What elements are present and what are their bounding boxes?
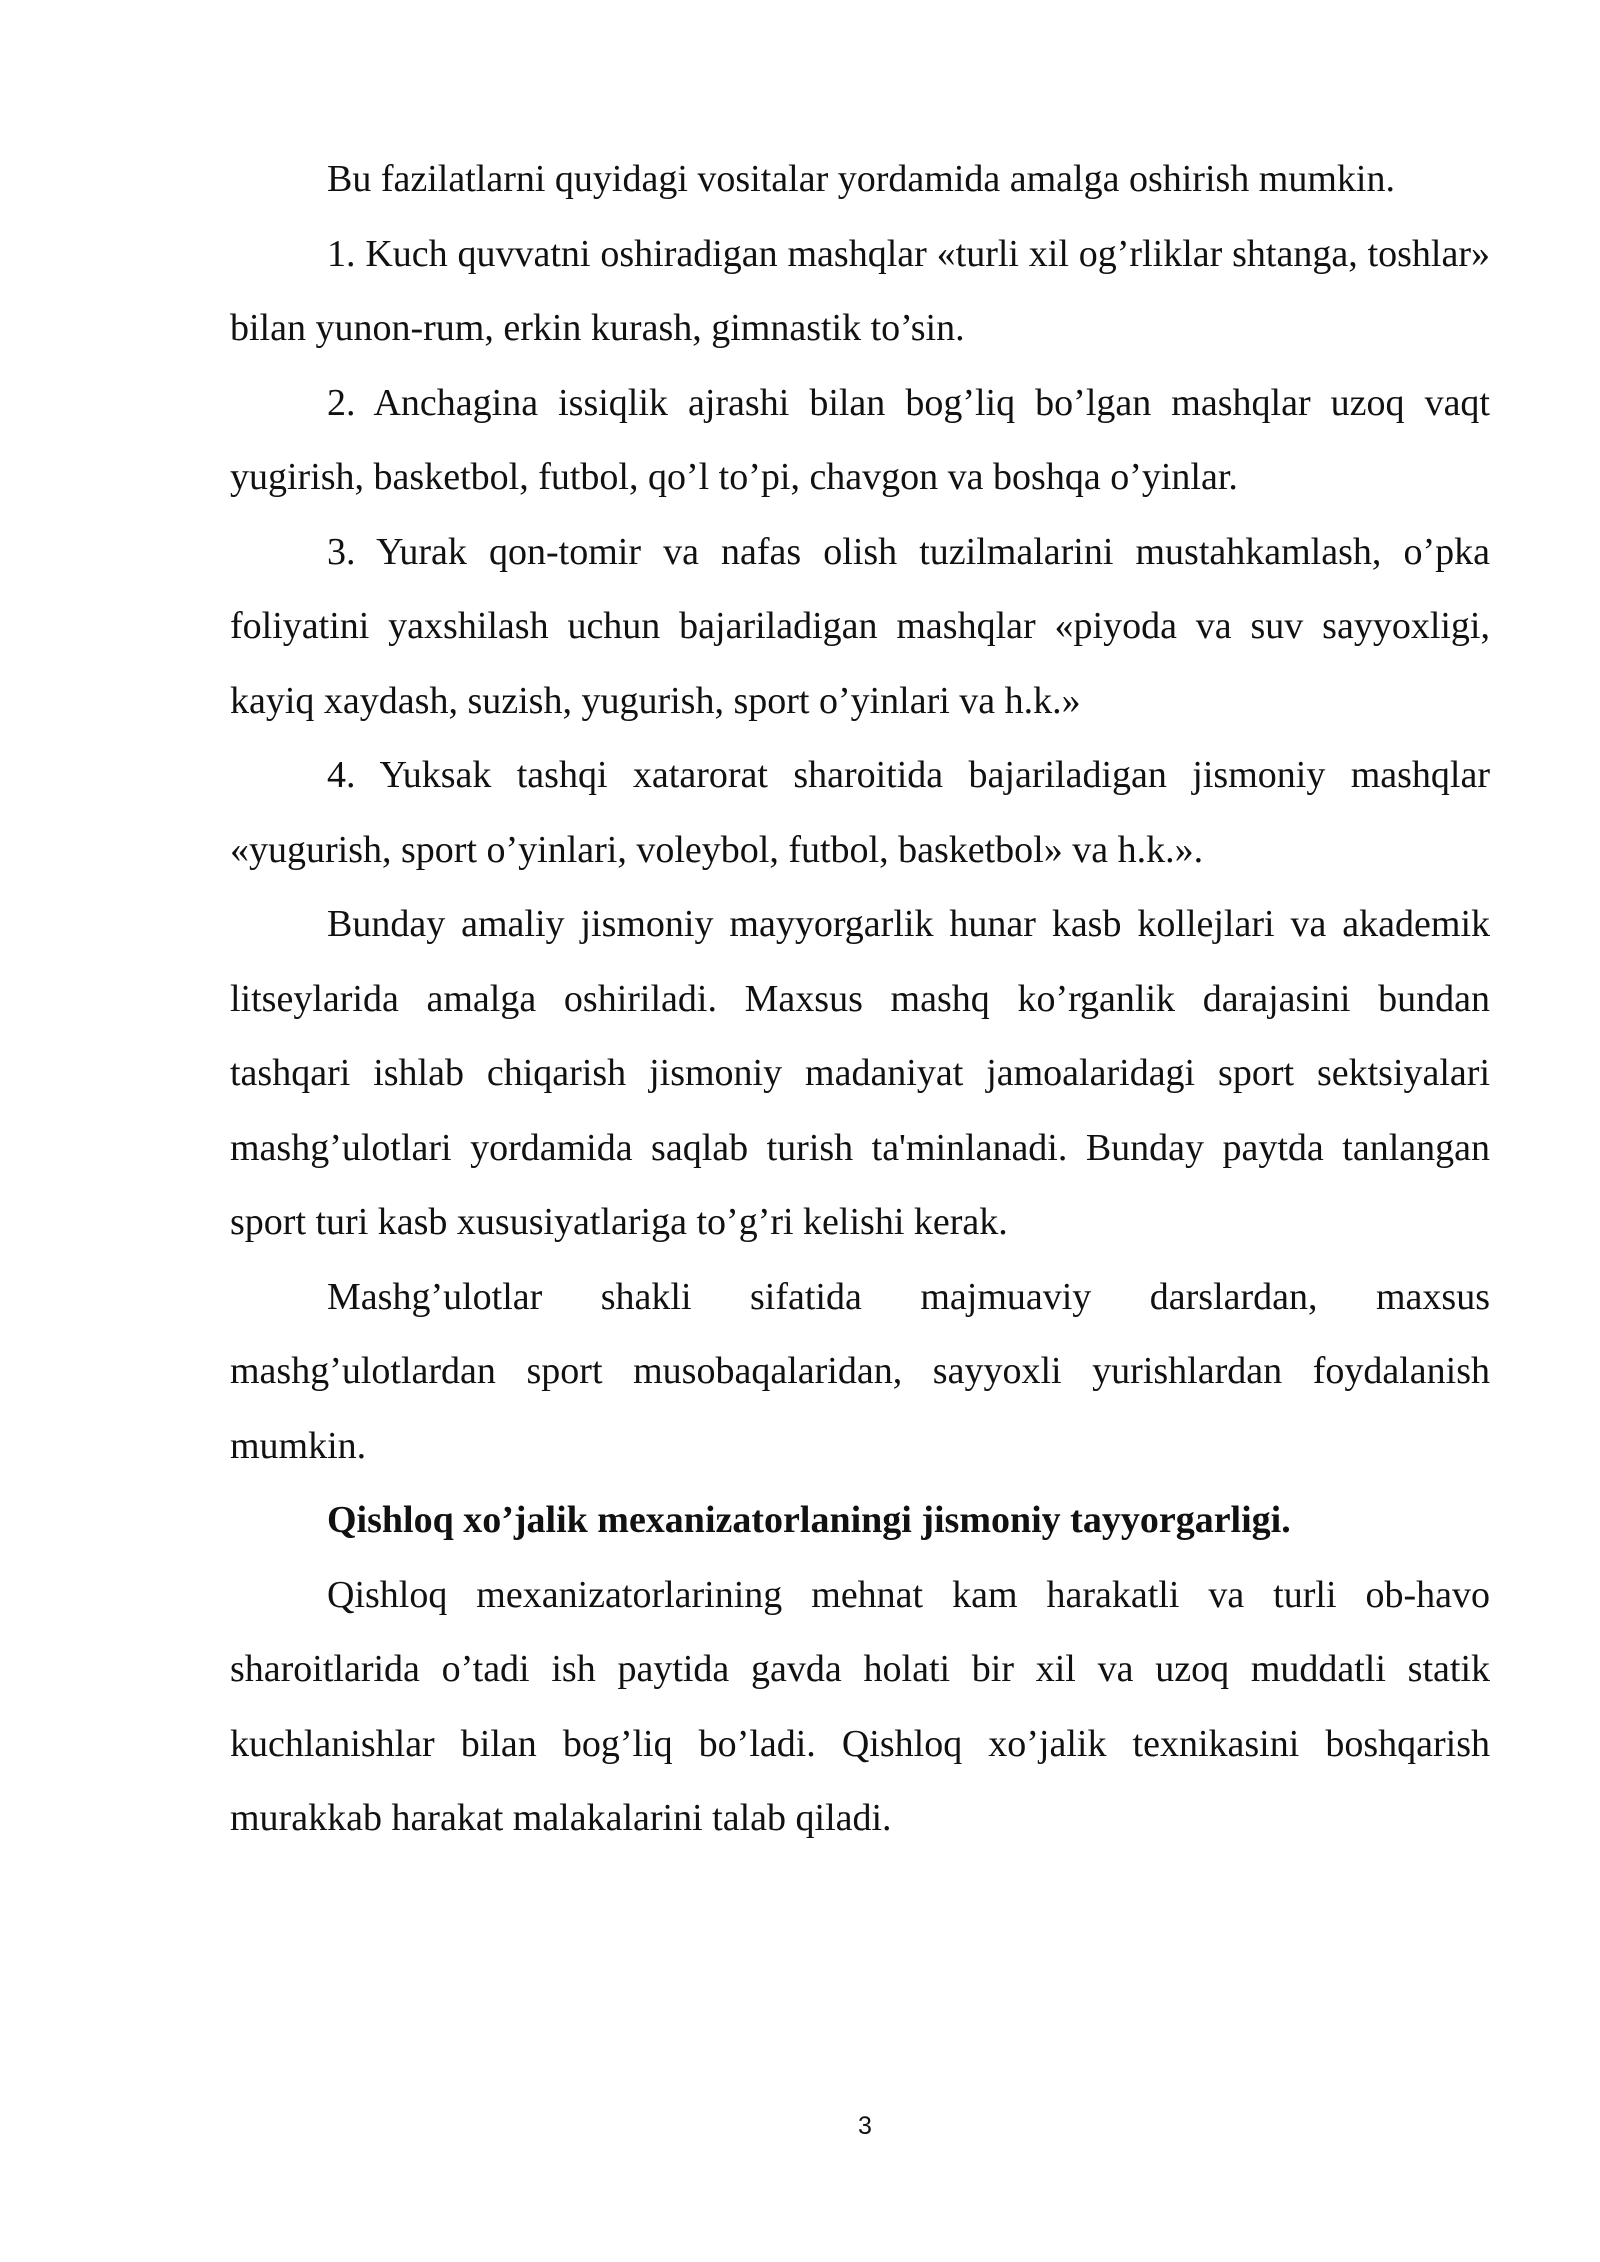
paragraph-item-1: 1. Kuch quvvatni oshiradigan mashqlar «turli xil og’rliklar shtanga, toshlar» bilan yunon-rum, erkin kurash, gimnastik to’sin.: [230, 232, 1490, 349]
paragraph-training-forms: Mashg’ulotlar shakli sifatida majmuaviy darslardan, maxsus mashg’ulotlardan sport musobaqalaridan, sayyoxli yurishlardan foydalanish mumkin.: [230, 1275, 1490, 1467]
paragraph-item-2: 2. Anchagina issiqlik ajrashi bilan bog’liq bo’lgan mashqlar uzoq vaqt yugirish, basketbol, futbol, qo’l to’pi, chavgon va boshqa o’yinlar.: [230, 381, 1490, 498]
document-body: [230, 142, 1490, 1856]
paragraph-mechanizators: Qishloq mexanizatorlarining mehnat kam harakatli va turli ob-havo sharoitlarida o’tadi ish paytida gavda holati bir xil va uzoq muddatli statik kuchlanishlar bilan bog’liq bo’ladi. Qishloq xo’jalik texnikasini boshqarish murakkab harakat malakalarini talab qiladi.: [230, 1573, 1490, 1839]
paragraph-practical-training: Bunday amaliy jismoniy mayyorgarlik hunar kasb kollejlari va akademik litseylarida amalga oshiriladi. Maxsus mashq ko’rganlik darajasini bundan tashqari ishlab chiqarish jismoniy madaniyat jamoalaridagi sport sektsiyalari mashg’ulotlari yordamida saqlab turish ta'minlanadi. Bunday paytda tanlangan sport turi kasb xususiyatlariga to’g’ri kelishi kerak.: [230, 903, 1490, 1243]
paragraph-item-3: 3. Yurak qon-tomir va nafas olish tuzilmalarini mustahkamlash, o’pka foliyatini yaxshilash uchun bajariladigan mashqlar «piyoda va suv sayyoxligi, kayiq xaydash, suzish, yugurish, sport o’yinlari va h.k.»: [230, 530, 1490, 722]
page-number: 3: [858, 2112, 872, 2140]
section-heading: Qishloq xo’jalik mexanizatorlaningi jismoniy tayyorgarligi.: [327, 1499, 1291, 1541]
paragraph-item-4: 4. Yuksak tashqi xatarorat sharoitida bajariladigan jismoniy mashqlar «yugurish, sport o’yinlari, voleybol, futbol, basketbol» va h.k.».: [230, 754, 1490, 871]
paragraph-intro: Bu fazilatlarni quyidagi vositalar yordamida amalga oshirish mumkin.: [327, 158, 1395, 200]
